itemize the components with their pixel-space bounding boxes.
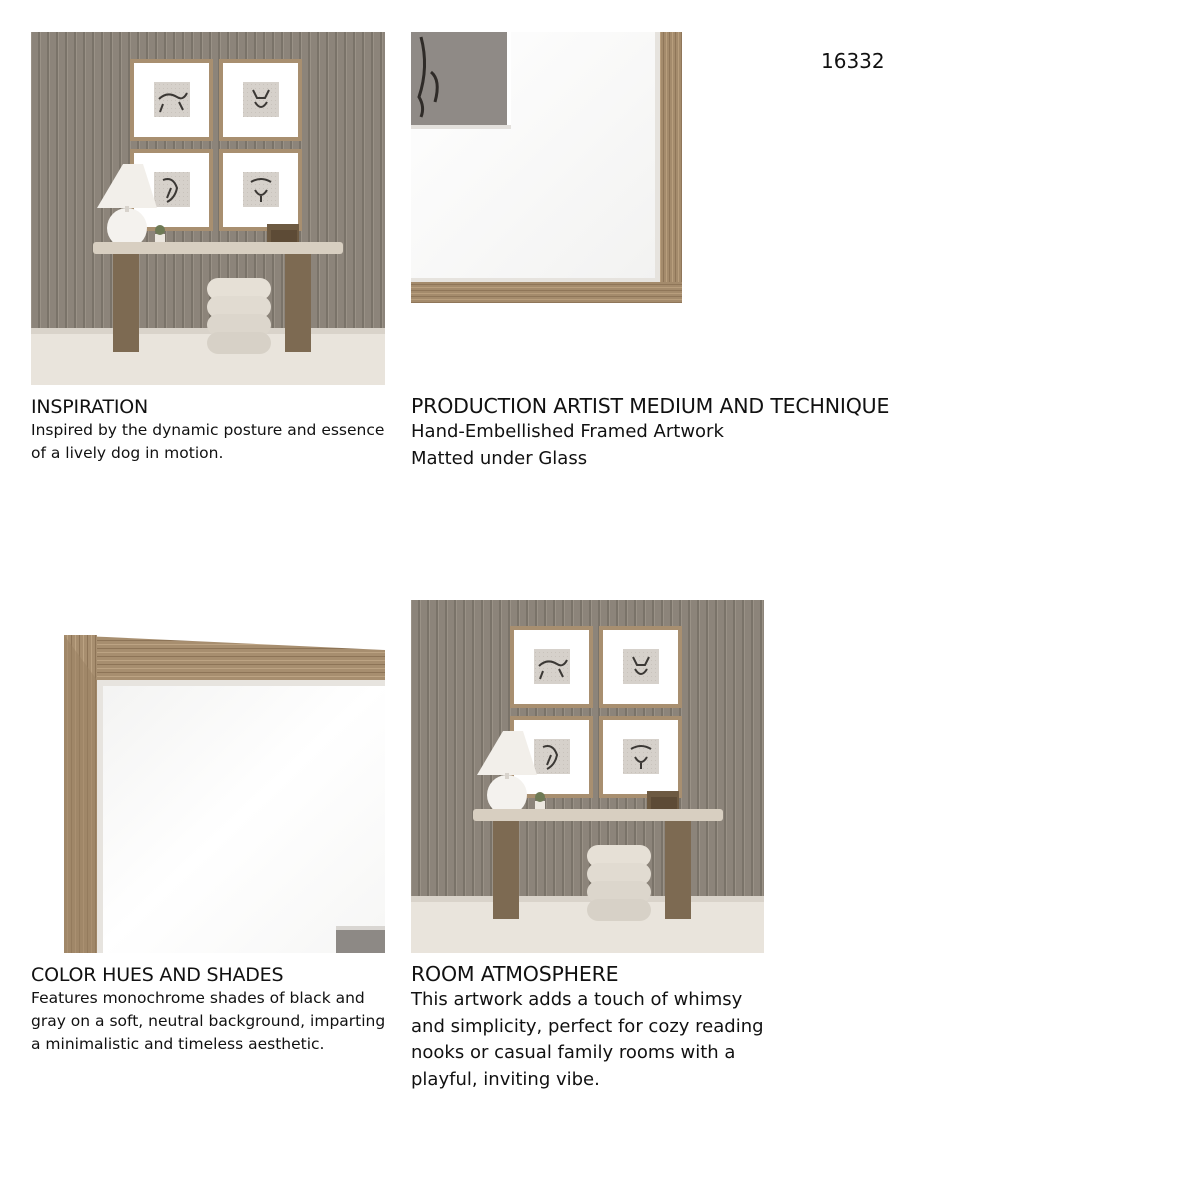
room-heading: ROOM ATMOSPHERE bbox=[411, 962, 619, 986]
product-sku: 16332 bbox=[821, 49, 885, 73]
inspiration-text-line-1: Inspired by the dynamic posture and essence bbox=[31, 421, 385, 439]
room-text-line-3: nooks or casual family rooms with a bbox=[411, 1042, 736, 1063]
inspiration-heading: INSPIRATION bbox=[31, 396, 149, 418]
inspiration-section bbox=[31, 395, 401, 465]
room-atmosphere-photo bbox=[411, 600, 764, 953]
color-heading: COLOR HUES AND SHADES bbox=[31, 964, 284, 986]
inspiration-text-line-2: of a lively dog in motion. bbox=[31, 444, 224, 462]
room-text-line-2: and simplicity, perfect for cozy reading bbox=[411, 1015, 764, 1037]
color-text-line-2: gray on a soft, neutral background, imparting bbox=[31, 1012, 386, 1030]
room-section bbox=[411, 962, 831, 1093]
color-text-line-1: Features monochrome shades of black and bbox=[31, 989, 365, 1007]
production-text-line-2: Matted under Glass bbox=[411, 447, 588, 469]
production-heading: PRODUCTION ARTIST MEDIUM AND TECHNIQUE bbox=[411, 394, 890, 418]
frame-closeup-photo bbox=[31, 632, 385, 953]
production-section bbox=[411, 394, 931, 472]
room-scene-photo bbox=[31, 32, 385, 385]
color-section bbox=[31, 963, 411, 1056]
room-text-line-1: This artwork adds a touch of whimsy bbox=[411, 989, 743, 1010]
production-text-line-1: Hand-Embellished Framed Artwork bbox=[411, 421, 724, 442]
frame-corner-detail-photo bbox=[411, 32, 682, 303]
room-text-line-4: playful, inviting vibe. bbox=[411, 1068, 600, 1090]
color-text-line-3: a minimalistic and timeless aesthetic. bbox=[31, 1035, 325, 1053]
